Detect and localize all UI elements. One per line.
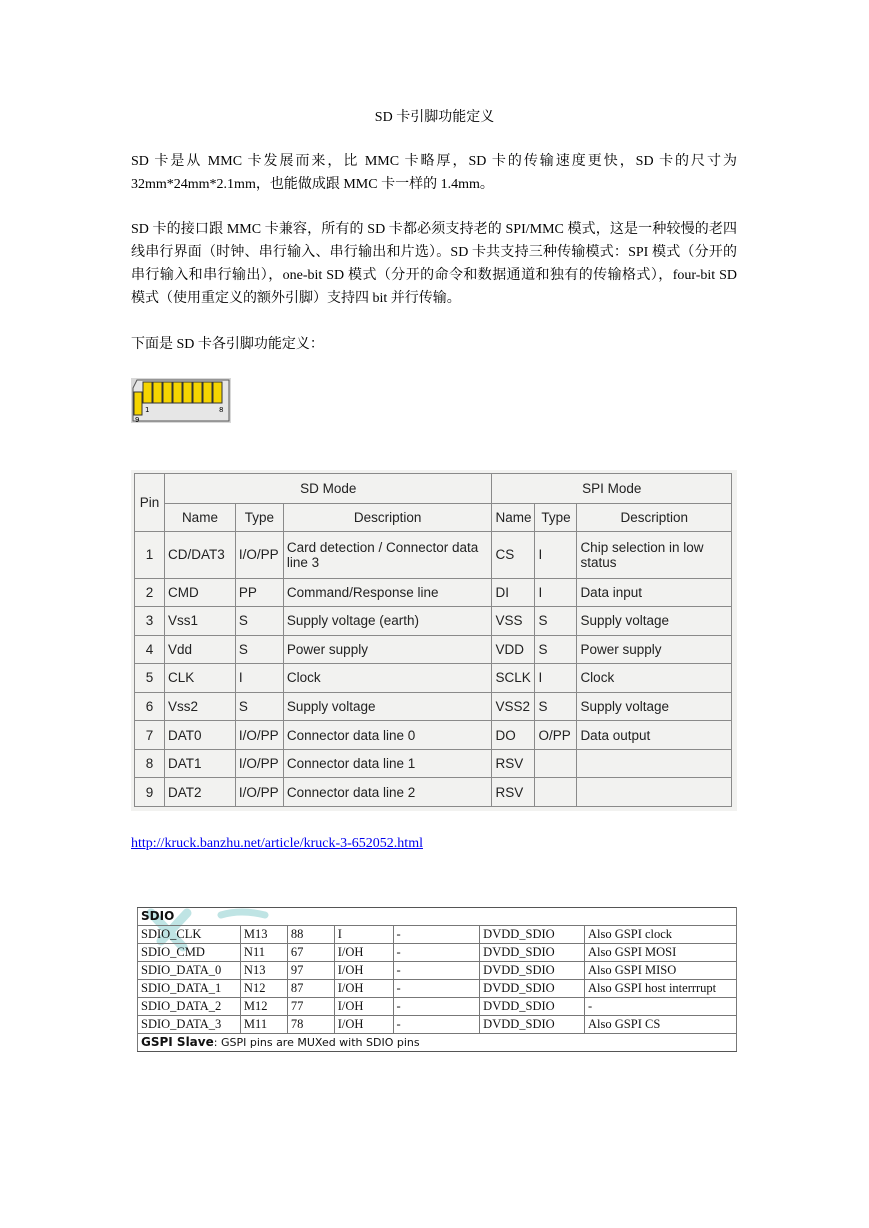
sd-label-9: 9	[135, 416, 140, 423]
table-row	[135, 778, 732, 807]
cell-pin: 5	[135, 664, 165, 693]
cell-type: I/OH	[334, 998, 393, 1016]
cell-supply: DVDD_SDIO	[480, 926, 585, 944]
cell-sd-type: I	[235, 664, 283, 693]
cell-pin: 4	[135, 635, 165, 664]
cell-spi-name: VDD	[492, 635, 535, 664]
paragraph-pin-intro: 下面是 SD 卡各引脚功能定义：	[131, 337, 324, 352]
header-spi-type: Type	[535, 503, 577, 532]
paragraph-interface: SD 卡的接口跟 MMC 卡兼容，所有的 SD 卡都必须支持老的 SPI/MMC 模式，这是一种较慢的老四线串行界面（时钟、串行输入、串行输出和片选）。SD 卡共支持三种传输模式：SPI 模式（分开的串行输入和串行输出），one-bit SD 模式（分开的命令和数据通道和独有的传输格式），four-bit SD 模式（使用重定义的额外引脚）支持四 bit 并行传输。	[131, 222, 737, 306]
cell-supply: DVDD_SDIO	[480, 944, 585, 962]
cell-sd-desc: Connector data line 2	[283, 778, 492, 807]
cell-pull: -	[393, 998, 480, 1016]
cell-spi-name: RSV	[492, 749, 535, 778]
cell-spi-desc: Chip selection in low status	[577, 532, 732, 579]
cell-sd-name: DAT1	[164, 749, 235, 778]
sd-pin-contact	[143, 382, 152, 403]
sdio-table-image	[131, 907, 737, 1073]
sd-pin-contact	[193, 382, 202, 403]
cell-signal: SDIO_DATA_3	[138, 1016, 241, 1034]
cell-ball: N13	[240, 962, 287, 980]
cell-sd-desc: Supply voltage (earth)	[283, 607, 492, 636]
table-row	[138, 944, 737, 962]
cell-ball: M13	[240, 926, 287, 944]
table-row	[135, 664, 732, 693]
cell-pull: -	[393, 944, 480, 962]
cell-spi-name: RSV	[492, 778, 535, 807]
cell-note: Also GSPI MOSI	[585, 944, 737, 962]
cell-pin: 7	[135, 721, 165, 750]
cell-signal: SDIO_DATA_0	[138, 962, 241, 980]
cell-pin: 1	[135, 532, 165, 579]
header-spi-description: Description	[577, 503, 732, 532]
paragraph-intro: SD 卡是从 MMC 卡发展而来，比 MMC 卡略厚，SD 卡的传输速度更快，SD 卡的尺寸为 32mm*24mm*2.1mm，也能做成跟 MMC 卡一样的 1.4mm。	[131, 154, 737, 192]
cell-pin: 87	[287, 980, 334, 998]
cell-spi-desc: Supply voltage	[577, 607, 732, 636]
cell-sd-name: DAT0	[164, 721, 235, 750]
cell-sd-type: I/O/PP	[235, 532, 283, 579]
cell-sd-desc: Command/Response line	[283, 578, 492, 607]
cell-spi-desc: Data output	[577, 721, 732, 750]
header-sd-name: Name	[164, 503, 235, 532]
cell-sd-desc: Supply voltage	[283, 692, 492, 721]
cell-ball: N12	[240, 980, 287, 998]
cell-spi-type: I	[535, 532, 577, 579]
cell-supply: DVDD_SDIO	[480, 962, 585, 980]
table-row	[135, 578, 732, 607]
sd-label-8: 8	[219, 406, 224, 414]
cell-spi-name: VSS2	[492, 692, 535, 721]
cell-spi-name: VSS	[492, 607, 535, 636]
cell-pin: 2	[135, 578, 165, 607]
cell-pull: -	[393, 962, 480, 980]
cell-pull: -	[393, 926, 480, 944]
cell-spi-type: S	[535, 635, 577, 664]
cell-sd-desc: Card detection / Connector data line 3	[283, 532, 492, 579]
cell-sd-desc: Power supply	[283, 635, 492, 664]
table-row	[138, 1016, 737, 1034]
table-row	[138, 962, 737, 980]
cell-note: Also GSPI host interrrupt	[585, 980, 737, 998]
cell-sd-name: CLK	[164, 664, 235, 693]
sd-pin-contact	[183, 382, 192, 403]
sdio-footer	[138, 1034, 737, 1052]
sdio-footer-text: : GSPI pins are MUXed with SDIO pins	[213, 1036, 420, 1049]
sd-pin-contact	[173, 382, 182, 403]
cell-sd-type: PP	[235, 578, 283, 607]
cell-note: Also GSPI MISO	[585, 962, 737, 980]
table-row	[135, 721, 732, 750]
cell-signal: SDIO_CMD	[138, 944, 241, 962]
cell-type: I/OH	[334, 980, 393, 998]
cell-supply: DVDD_SDIO	[480, 1016, 585, 1034]
cell-spi-desc: Data input	[577, 578, 732, 607]
table-row	[138, 926, 737, 944]
cell-sd-type: S	[235, 607, 283, 636]
cell-pin: 3	[135, 607, 165, 636]
sd-label-1: 1	[145, 406, 150, 414]
cell-spi-name: SCLK	[492, 664, 535, 693]
cell-supply: DVDD_SDIO	[480, 980, 585, 998]
sd-pin-contact	[203, 382, 212, 403]
sdio-footer-bold: GSPI Slave	[141, 1035, 214, 1049]
header-sd-description: Description	[283, 503, 492, 532]
sdio-table	[137, 907, 737, 1052]
table-row	[135, 749, 732, 778]
cell-pull: -	[393, 1016, 480, 1034]
cell-note: -	[585, 998, 737, 1016]
cell-pin: 8	[135, 749, 165, 778]
sd-pin-contact	[163, 382, 172, 403]
header-sd-type: Type	[235, 503, 283, 532]
cell-sd-desc: Connector data line 1	[283, 749, 492, 778]
cell-ball: M12	[240, 998, 287, 1016]
table-row	[135, 532, 732, 579]
cell-pin: 67	[287, 944, 334, 962]
table-row	[135, 635, 732, 664]
cell-spi-type	[535, 778, 577, 807]
cell-spi-type	[535, 749, 577, 778]
cell-signal: SDIO_DATA_1	[138, 980, 241, 998]
sd-pin-contact	[153, 382, 162, 403]
cell-spi-name: DI	[492, 578, 535, 607]
cell-sd-desc: Clock	[283, 664, 492, 693]
cell-ball: M11	[240, 1016, 287, 1034]
cell-note: Also GSPI clock	[585, 926, 737, 944]
cell-spi-type: I	[535, 664, 577, 693]
cell-spi-desc: Clock	[577, 664, 732, 693]
cell-pin: 6	[135, 692, 165, 721]
table-row	[138, 980, 737, 998]
cell-pin: 97	[287, 962, 334, 980]
sd-card-diagram	[131, 378, 231, 423]
cell-spi-type: S	[535, 692, 577, 721]
cell-sd-name: Vdd	[164, 635, 235, 664]
cell-type: I/OH	[334, 962, 393, 980]
table-row	[135, 607, 732, 636]
header-pin: Pin	[135, 474, 165, 532]
cell-supply: DVDD_SDIO	[480, 998, 585, 1016]
header-sd-mode: SD Mode	[164, 474, 491, 504]
cell-spi-desc: Supply voltage	[577, 692, 732, 721]
cell-spi-type: I	[535, 578, 577, 607]
cell-spi-desc	[577, 778, 732, 807]
cell-pin: 9	[135, 778, 165, 807]
sd-pin-contact	[134, 392, 142, 415]
cell-sd-name: DAT2	[164, 778, 235, 807]
cell-spi-type: O/PP	[535, 721, 577, 750]
cell-sd-name: CD/DAT3	[164, 532, 235, 579]
header-spi-name: Name	[492, 503, 535, 532]
pin-table	[134, 473, 732, 807]
cell-pin: 78	[287, 1016, 334, 1034]
cell-spi-desc	[577, 749, 732, 778]
table-row	[135, 692, 732, 721]
cell-sd-name: Vss2	[164, 692, 235, 721]
cell-sd-name: CMD	[164, 578, 235, 607]
table-row	[138, 998, 737, 1016]
cell-spi-desc: Power supply	[577, 635, 732, 664]
page-title: SD 卡引脚功能定义	[374, 110, 495, 125]
cell-spi-type: S	[535, 607, 577, 636]
header-spi-mode: SPI Mode	[492, 474, 732, 504]
cell-type: I/OH	[334, 944, 393, 962]
cell-sd-type: I/O/PP	[235, 721, 283, 750]
cell-type: I/OH	[334, 1016, 393, 1034]
cell-signal: SDIO_DATA_2	[138, 998, 241, 1016]
cell-spi-name: DO	[492, 721, 535, 750]
cell-signal: SDIO_CLK	[138, 926, 241, 944]
cell-sd-type: S	[235, 692, 283, 721]
cell-pin: 88	[287, 926, 334, 944]
sd-pin-contact	[213, 382, 222, 403]
pin-table-image	[131, 470, 737, 811]
cell-pull: -	[393, 980, 480, 998]
cell-spi-name: CS	[492, 532, 535, 579]
cell-sd-type: I/O/PP	[235, 749, 283, 778]
sdio-section-title: SDIO	[138, 908, 737, 926]
cell-sd-type: I/O/PP	[235, 778, 283, 807]
cell-sd-type: S	[235, 635, 283, 664]
cell-pin: 77	[287, 998, 334, 1016]
cell-type: I	[334, 926, 393, 944]
cell-sd-name: Vss1	[164, 607, 235, 636]
source-link[interactable]: http://kruck.banzhu.net/article/kruck-3-652052.html	[131, 836, 423, 851]
cell-ball: N11	[240, 944, 287, 962]
cell-note: Also GSPI CS	[585, 1016, 737, 1034]
cell-sd-desc: Connector data line 0	[283, 721, 492, 750]
